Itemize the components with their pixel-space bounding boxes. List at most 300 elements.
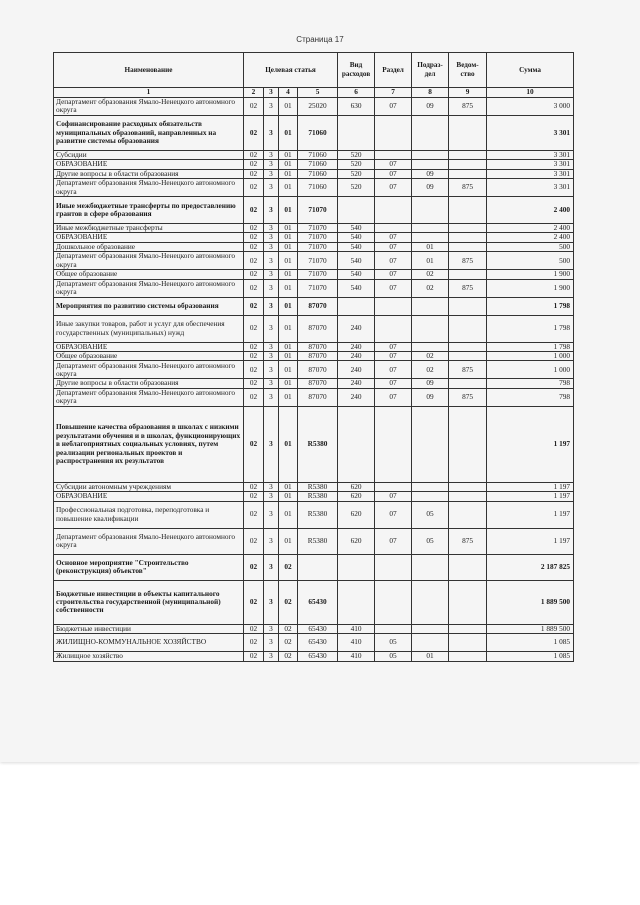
- target-code-program: 02: [244, 379, 264, 388]
- department-code: 875: [449, 98, 487, 116]
- amount: 3 301: [487, 115, 574, 150]
- target-code-direction: 71060: [298, 179, 338, 197]
- amount: 1 000: [487, 352, 574, 361]
- section: [375, 297, 412, 315]
- expense-type: [338, 580, 375, 624]
- department-code: 875: [449, 388, 487, 406]
- section: [375, 554, 412, 580]
- expense-type: [338, 297, 375, 315]
- target-code-event: 02: [279, 554, 298, 580]
- department-code: [449, 150, 487, 159]
- table-row: [54, 528, 574, 554]
- target-code-direction: 87070: [298, 388, 338, 406]
- target-code-direction: 71070: [298, 270, 338, 279]
- subsection: [412, 297, 449, 315]
- section: [375, 224, 412, 233]
- expense-type: 410: [338, 634, 375, 652]
- section: [375, 580, 412, 624]
- target-code-event: 01: [279, 315, 298, 342]
- table-row: [54, 98, 574, 116]
- amount: 2 187 825: [487, 554, 574, 580]
- target-code-program: 02: [244, 624, 264, 633]
- target-code-subprogram: 3: [264, 379, 279, 388]
- target-code-event: 02: [279, 580, 298, 624]
- target-code-program: 02: [244, 160, 264, 169]
- amount: 2 400: [487, 197, 574, 224]
- target-code-direction: R5380: [298, 492, 338, 501]
- department-code: 875: [449, 279, 487, 297]
- target-code-direction: 71070: [298, 224, 338, 233]
- target-code-event: 01: [279, 233, 298, 242]
- target-code-subprogram: 3: [264, 388, 279, 406]
- amount: 1 197: [487, 501, 574, 528]
- row-name: Департамент образования Ямало-Ненецкого автономного округа: [54, 388, 244, 406]
- table-row: [54, 197, 574, 224]
- expense-type: 540: [338, 252, 375, 270]
- section: 07: [375, 361, 412, 379]
- column-number-row: [54, 88, 574, 98]
- amount: 1 197: [487, 406, 574, 482]
- subsection: 09: [412, 179, 449, 197]
- expense-type: 240: [338, 388, 375, 406]
- department-code: [449, 169, 487, 178]
- target-code-program: 02: [244, 634, 264, 652]
- target-code-direction: 71070: [298, 242, 338, 251]
- header-razdel: Раздел: [375, 53, 412, 88]
- amount: 1 798: [487, 297, 574, 315]
- target-code-direction: R5380: [298, 406, 338, 482]
- amount: 3 301: [487, 150, 574, 159]
- department-code: [449, 115, 487, 150]
- department-code: [449, 352, 487, 361]
- target-code-program: 02: [244, 492, 264, 501]
- expense-type: 540: [338, 279, 375, 297]
- expense-type: 540: [338, 224, 375, 233]
- amount: 1 000: [487, 361, 574, 379]
- target-code-subprogram: 3: [264, 270, 279, 279]
- row-name: Другие вопросы в области образования: [54, 379, 244, 388]
- target-code-program: 02: [244, 279, 264, 297]
- column-number: 9: [449, 88, 487, 98]
- target-code-direction: 87070: [298, 297, 338, 315]
- target-code-event: 01: [279, 406, 298, 482]
- table-row: [54, 169, 574, 178]
- section: 07: [375, 379, 412, 388]
- target-code-subprogram: 3: [264, 554, 279, 580]
- subsection: 09: [412, 98, 449, 116]
- row-name: Иные межбюджетные трансферты: [54, 224, 244, 233]
- subsection: 09: [412, 169, 449, 178]
- target-code-subprogram: 3: [264, 115, 279, 150]
- department-code: 875: [449, 361, 487, 379]
- column-number: 5: [298, 88, 338, 98]
- target-code-direction: [298, 554, 338, 580]
- target-code-event: 01: [279, 160, 298, 169]
- subsection: [412, 492, 449, 501]
- section: [375, 315, 412, 342]
- target-code-event: 01: [279, 361, 298, 379]
- expense-type: 620: [338, 528, 375, 554]
- target-code-direction: 71060: [298, 150, 338, 159]
- row-name: Иные межбюджетные трансферты по предоставлению грантов в сфере образования: [54, 197, 244, 224]
- row-name: ОБРАЗОВАНИЕ: [54, 492, 244, 501]
- row-name: Департамент образования Ямало-Ненецкого автономного округа: [54, 279, 244, 297]
- section: 07: [375, 160, 412, 169]
- row-name: Общее образование: [54, 270, 244, 279]
- table-row: [54, 242, 574, 251]
- department-code: [449, 297, 487, 315]
- expense-type: 240: [338, 315, 375, 342]
- target-code-program: 02: [244, 98, 264, 116]
- target-code-subprogram: 3: [264, 252, 279, 270]
- target-code-subprogram: 3: [264, 169, 279, 178]
- subsection: 02: [412, 279, 449, 297]
- header-target: Целевая статья: [244, 53, 338, 88]
- amount: 500: [487, 242, 574, 251]
- row-name: Департамент образования Ямало-Ненецкого автономного округа: [54, 361, 244, 379]
- target-code-event: 01: [279, 115, 298, 150]
- table-row: [54, 297, 574, 315]
- section: 07: [375, 169, 412, 178]
- row-name: Мероприятия по развитию системы образования: [54, 297, 244, 315]
- table-row: [54, 501, 574, 528]
- target-code-direction: 71070: [298, 233, 338, 242]
- target-code-program: 02: [244, 233, 264, 242]
- amount: 3 301: [487, 169, 574, 178]
- target-code-subprogram: 3: [264, 624, 279, 633]
- table-row: [54, 160, 574, 169]
- subsection: [412, 624, 449, 633]
- target-code-subprogram: 3: [264, 279, 279, 297]
- subsection: 05: [412, 501, 449, 528]
- row-name: Департамент образования Ямало-Ненецкого автономного округа: [54, 528, 244, 554]
- column-number: 10: [487, 88, 574, 98]
- table-row: [54, 115, 574, 150]
- table-body: [54, 98, 574, 662]
- expense-type: 240: [338, 379, 375, 388]
- header-vid: Вид расходов: [338, 53, 375, 88]
- column-number: 1: [54, 88, 244, 98]
- section: [375, 482, 412, 491]
- target-code-event: 01: [279, 270, 298, 279]
- table-row: [54, 482, 574, 491]
- header-row: [54, 53, 574, 88]
- department-code: [449, 233, 487, 242]
- amount: 3 301: [487, 160, 574, 169]
- row-name: Бюджетные инвестиции: [54, 624, 244, 633]
- target-code-event: 01: [279, 252, 298, 270]
- department-code: [449, 501, 487, 528]
- expense-type: 520: [338, 169, 375, 178]
- department-code: [449, 270, 487, 279]
- target-code-event: 01: [279, 98, 298, 116]
- expense-type: 240: [338, 352, 375, 361]
- expense-type: 410: [338, 624, 375, 633]
- target-code-direction: 87070: [298, 361, 338, 379]
- amount: 1 889 500: [487, 624, 574, 633]
- subsection: 09: [412, 388, 449, 406]
- row-name: Субсидии автономным учреждениям: [54, 482, 244, 491]
- column-number: 6: [338, 88, 375, 98]
- column-number: 4: [279, 88, 298, 98]
- department-code: 875: [449, 252, 487, 270]
- target-code-direction: 71060: [298, 160, 338, 169]
- row-name: Повышение качества образования в школах с низкими результатами обучения и в школах, функционирующих в неблагоприятных социальных условиях, путем реализации региональных проектов и распространения их результатов: [54, 406, 244, 482]
- table-row: [54, 361, 574, 379]
- target-code-direction: 71060: [298, 115, 338, 150]
- amount: 1 085: [487, 634, 574, 652]
- target-code-direction: 71070: [298, 279, 338, 297]
- column-number: 7: [375, 88, 412, 98]
- amount: 1 197: [487, 482, 574, 491]
- target-code-program: 02: [244, 554, 264, 580]
- row-name: ЖИЛИЩНО-КОММУНАЛЬНОЕ ХОЗЯЙСТВО: [54, 634, 244, 652]
- target-code-event: 01: [279, 388, 298, 406]
- subsection: 02: [412, 352, 449, 361]
- target-code-program: 02: [244, 501, 264, 528]
- row-name: Департамент образования Ямало-Ненецкого автономного округа: [54, 98, 244, 116]
- target-code-program: 02: [244, 361, 264, 379]
- row-name: Бюджетные инвестиции в объекты капитального строительства государственной (муниципальной) собственности: [54, 580, 244, 624]
- amount: 1 889 500: [487, 580, 574, 624]
- amount: 1 798: [487, 342, 574, 351]
- target-code-program: 02: [244, 179, 264, 197]
- column-number: 2: [244, 88, 264, 98]
- header-podrazdel: Подраз-дел: [412, 53, 449, 88]
- target-code-subprogram: 3: [264, 342, 279, 351]
- target-code-event: 01: [279, 242, 298, 251]
- section: 07: [375, 233, 412, 242]
- table-row: [54, 315, 574, 342]
- subsection: [412, 342, 449, 351]
- target-code-event: 01: [279, 501, 298, 528]
- expense-type: 240: [338, 361, 375, 379]
- target-code-direction: 87070: [298, 315, 338, 342]
- department-code: [449, 652, 487, 661]
- target-code-subprogram: 3: [264, 98, 279, 116]
- section: 07: [375, 270, 412, 279]
- target-code-subprogram: 3: [264, 482, 279, 491]
- target-code-program: 02: [244, 352, 264, 361]
- subsection: [412, 580, 449, 624]
- table-row: [54, 270, 574, 279]
- row-name: Общее образование: [54, 352, 244, 361]
- table-row: [54, 352, 574, 361]
- target-code-event: 01: [279, 179, 298, 197]
- target-code-program: 02: [244, 242, 264, 251]
- target-code-program: 02: [244, 482, 264, 491]
- target-code-direction: 71070: [298, 197, 338, 224]
- expense-type: 520: [338, 160, 375, 169]
- expense-type: 410: [338, 652, 375, 661]
- table-row: [54, 580, 574, 624]
- expense-type: [338, 406, 375, 482]
- target-code-direction: 87070: [298, 342, 338, 351]
- department-code: [449, 580, 487, 624]
- amount: 1 900: [487, 279, 574, 297]
- department-code: [449, 624, 487, 633]
- table-row: [54, 279, 574, 297]
- subsection: 02: [412, 270, 449, 279]
- table-row: [54, 634, 574, 652]
- target-code-event: 01: [279, 169, 298, 178]
- section: 05: [375, 652, 412, 661]
- table-row: [54, 342, 574, 351]
- target-code-event: 01: [279, 279, 298, 297]
- subsection: [412, 482, 449, 491]
- row-name: Субсидии: [54, 150, 244, 159]
- target-code-event: 01: [279, 492, 298, 501]
- department-code: [449, 242, 487, 251]
- target-code-subprogram: 3: [264, 580, 279, 624]
- table-row: [54, 233, 574, 242]
- table-row: [54, 252, 574, 270]
- department-code: [449, 482, 487, 491]
- subsection: [412, 406, 449, 482]
- subsection: 01: [412, 242, 449, 251]
- target-code-direction: 71070: [298, 252, 338, 270]
- expense-type: 520: [338, 150, 375, 159]
- target-code-subprogram: 3: [264, 224, 279, 233]
- target-code-direction: 65430: [298, 634, 338, 652]
- target-code-subprogram: 3: [264, 652, 279, 661]
- row-name: ОБРАЗОВАНИЕ: [54, 233, 244, 242]
- expense-type: [338, 115, 375, 150]
- target-code-program: 02: [244, 150, 264, 159]
- target-code-subprogram: 3: [264, 406, 279, 482]
- header-vedomstvo: Ведом-ство: [449, 53, 487, 88]
- section: 07: [375, 242, 412, 251]
- department-code: [449, 197, 487, 224]
- target-code-program: 02: [244, 652, 264, 661]
- target-code-event: 01: [279, 342, 298, 351]
- target-code-event: 01: [279, 150, 298, 159]
- subsection: 05: [412, 528, 449, 554]
- target-code-subprogram: 3: [264, 501, 279, 528]
- target-code-program: 02: [244, 297, 264, 315]
- expense-type: 540: [338, 242, 375, 251]
- target-code-program: 02: [244, 252, 264, 270]
- table-row: [54, 492, 574, 501]
- target-code-subprogram: 3: [264, 315, 279, 342]
- section: 07: [375, 528, 412, 554]
- expense-type: [338, 197, 375, 224]
- section: 05: [375, 634, 412, 652]
- column-number: 8: [412, 88, 449, 98]
- target-code-program: 02: [244, 224, 264, 233]
- target-code-subprogram: 3: [264, 492, 279, 501]
- target-code-subprogram: 3: [264, 634, 279, 652]
- expense-type: 620: [338, 482, 375, 491]
- table-row: [54, 652, 574, 661]
- expense-type: 620: [338, 492, 375, 501]
- row-name: Департамент образования Ямало-Ненецкого автономного округа: [54, 252, 244, 270]
- target-code-program: 02: [244, 315, 264, 342]
- target-code-direction: R5380: [298, 501, 338, 528]
- target-code-program: 02: [244, 528, 264, 554]
- expense-type: 520: [338, 179, 375, 197]
- department-code: [449, 492, 487, 501]
- target-code-event: 02: [279, 634, 298, 652]
- expense-type: 630: [338, 98, 375, 116]
- table-row: [54, 179, 574, 197]
- table-row: [54, 624, 574, 633]
- amount: 798: [487, 379, 574, 388]
- target-code-program: 02: [244, 169, 264, 178]
- target-code-subprogram: 3: [264, 150, 279, 159]
- table-row: [54, 224, 574, 233]
- section: 07: [375, 98, 412, 116]
- department-code: [449, 379, 487, 388]
- target-code-event: 01: [279, 224, 298, 233]
- subsection: [412, 315, 449, 342]
- row-name: Другие вопросы в области образования: [54, 169, 244, 178]
- target-code-direction: R5380: [298, 528, 338, 554]
- row-name: Департамент образования Ямало-Ненецкого автономного округа: [54, 179, 244, 197]
- subsection: 09: [412, 379, 449, 388]
- section: [375, 197, 412, 224]
- expense-type: [338, 554, 375, 580]
- target-code-direction: 71060: [298, 169, 338, 178]
- expense-type: 620: [338, 501, 375, 528]
- expense-type: 540: [338, 270, 375, 279]
- subsection: 01: [412, 652, 449, 661]
- department-code: 875: [449, 179, 487, 197]
- target-code-subprogram: 3: [264, 160, 279, 169]
- department-code: [449, 342, 487, 351]
- target-code-event: 01: [279, 297, 298, 315]
- target-code-program: 02: [244, 270, 264, 279]
- department-code: [449, 315, 487, 342]
- department-code: 875: [449, 528, 487, 554]
- section: [375, 150, 412, 159]
- header-summa: Сумма: [487, 53, 574, 88]
- target-code-subprogram: 3: [264, 233, 279, 242]
- table-row: [54, 388, 574, 406]
- target-code-event: 02: [279, 624, 298, 633]
- row-name: ОБРАЗОВАНИЕ: [54, 160, 244, 169]
- subsection: [412, 150, 449, 159]
- subsection: [412, 634, 449, 652]
- target-code-program: 02: [244, 342, 264, 351]
- column-number: 3: [264, 88, 279, 98]
- subsection: [412, 197, 449, 224]
- department-code: [449, 634, 487, 652]
- target-code-program: 02: [244, 406, 264, 482]
- subsection: 02: [412, 361, 449, 379]
- target-code-subprogram: 3: [264, 297, 279, 315]
- target-code-event: 01: [279, 528, 298, 554]
- amount: 1 197: [487, 528, 574, 554]
- expense-type: 240: [338, 342, 375, 351]
- department-code: [449, 224, 487, 233]
- row-name: Софинансирование расходных обязательств муниципальных образований, направленных на развитие системы образования: [54, 115, 244, 150]
- target-code-direction: 65430: [298, 580, 338, 624]
- amount: 3 301: [487, 179, 574, 197]
- row-name: ОБРАЗОВАНИЕ: [54, 342, 244, 351]
- section: 07: [375, 179, 412, 197]
- section: 07: [375, 388, 412, 406]
- table-row: [54, 379, 574, 388]
- amount: 1 197: [487, 492, 574, 501]
- target-code-direction: R5380: [298, 482, 338, 491]
- target-code-event: 01: [279, 482, 298, 491]
- row-name: Жилищное хозяйство: [54, 652, 244, 661]
- section: 07: [375, 252, 412, 270]
- budget-table: [53, 52, 574, 662]
- department-code: [449, 406, 487, 482]
- target-code-direction: 65430: [298, 652, 338, 661]
